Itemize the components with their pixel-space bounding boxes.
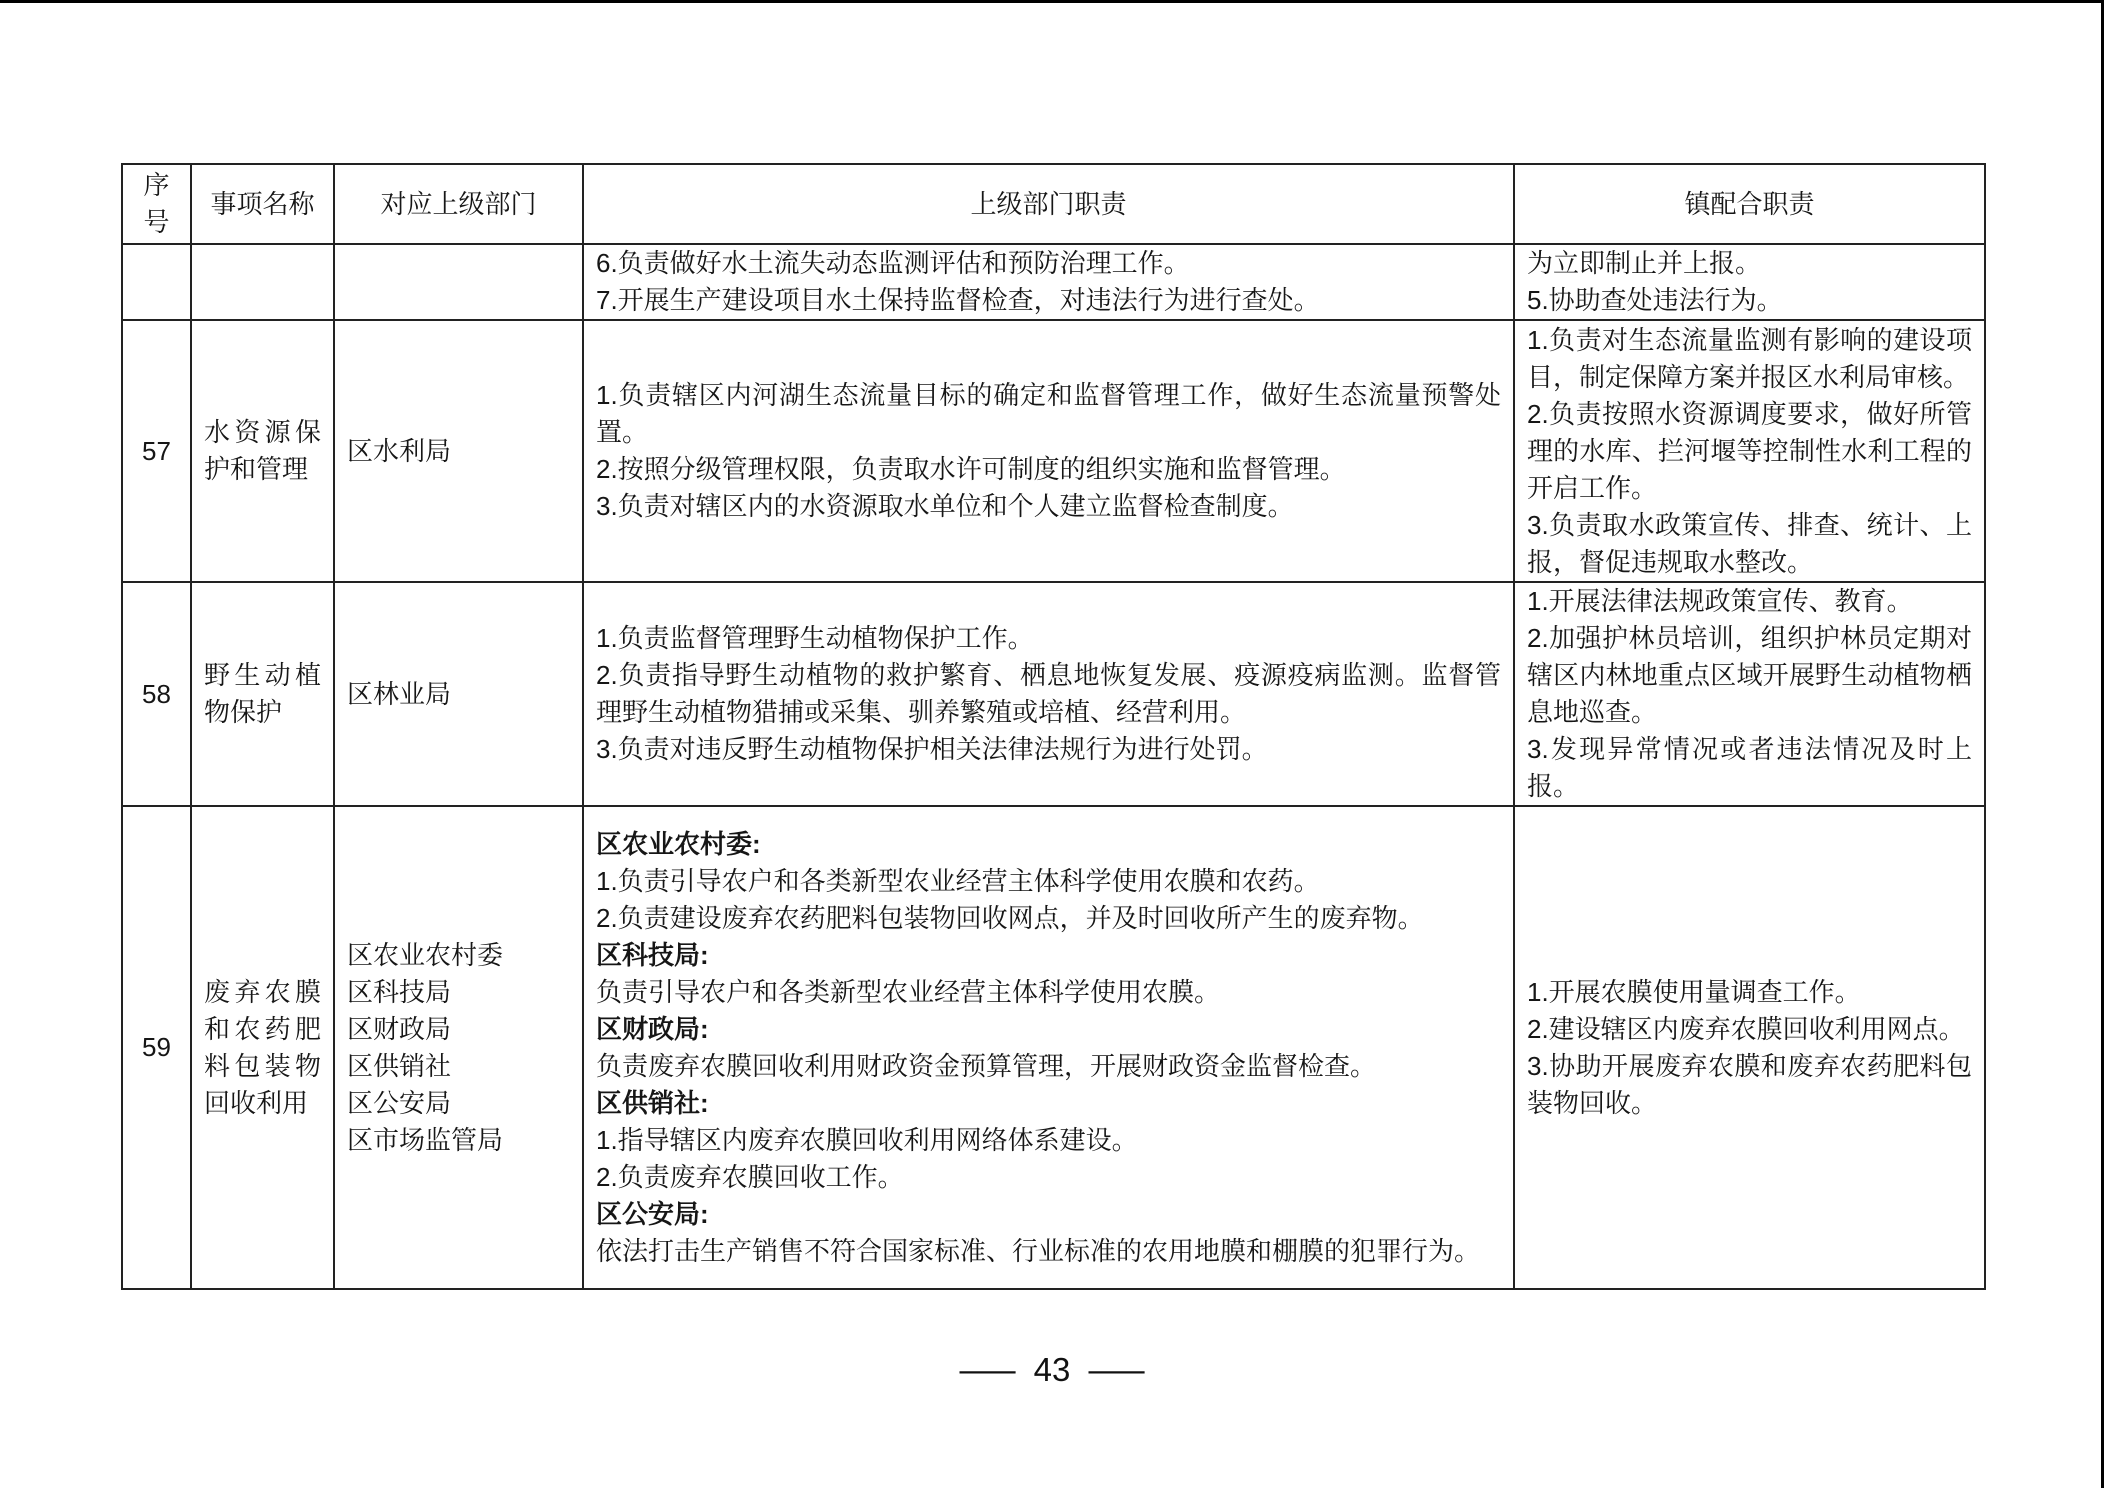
duty-line: 3.负责对辖区内的水资源取水单位和个人建立监督检查制度。 bbox=[596, 491, 1294, 521]
department-line: 区水利局 bbox=[347, 435, 452, 466]
table-row-continuation bbox=[122, 244, 1985, 320]
responsibility-table bbox=[121, 163, 1986, 1290]
scan-edge-top bbox=[0, 0, 2104, 3]
duty-line: 2.负责按照水资源调度要求，做好所管理的水库、拦河堰等控制性水利工程的开启工作。 bbox=[1527, 398, 1972, 503]
department-heading: 区财政局: bbox=[596, 1013, 709, 1044]
page-number: 43 bbox=[1033, 1351, 1071, 1388]
duty-line: 1.负责辖区内河湖生态流量目标的确定和监督管理工作，做好生态流量预警处置。 bbox=[596, 380, 1501, 447]
col-header-item-name: 事项名称 bbox=[191, 164, 334, 244]
department-line: 区科技局 bbox=[347, 976, 452, 1007]
footer-dash-left: — bbox=[959, 1351, 1016, 1388]
col-header-superior-duties: 上级部门职责 bbox=[583, 164, 1514, 244]
department-heading: 区公安局: bbox=[596, 1198, 709, 1229]
duty-line: 2.负责建设废弃农药肥料包装物回收网点，并及时回收所产生的废弃物。 bbox=[596, 902, 1424, 933]
department-heading: 区供销社: bbox=[596, 1087, 709, 1118]
departments-cell bbox=[334, 806, 583, 1289]
department-line: 区农业农村委 bbox=[347, 939, 504, 970]
duty-line: 3.负责取水政策宣传、排查、统计、上报，督促违规取水整改。 bbox=[1527, 509, 1972, 577]
duty-line: 负责引导农户和各类新型农业经营主体科学使用农膜。 bbox=[596, 976, 1221, 1007]
department-line: 区公安局 bbox=[347, 1087, 452, 1118]
duty-line: 2.按照分级管理权限，负责取水许可制度的组织实施和监督管理。 bbox=[596, 454, 1346, 484]
superior-duties-cell bbox=[583, 244, 1514, 320]
department-heading: 区科技局: bbox=[596, 939, 709, 970]
superior-duties-cell bbox=[583, 806, 1514, 1289]
footer-dash-right: — bbox=[1088, 1351, 1145, 1388]
department-line: 区市场监管局 bbox=[347, 1124, 504, 1155]
table-row-57 bbox=[122, 320, 1985, 582]
table-row-58 bbox=[122, 582, 1985, 806]
duty-line: 7.开展生产建设项目水土保持监督检查，对违法行为进行查处。 bbox=[596, 285, 1320, 315]
duty-line: 2.负责废弃农膜回收工作。 bbox=[596, 1161, 904, 1192]
duty-line: 5.协助查处违法行为。 bbox=[1527, 285, 1783, 315]
town-duties-cell bbox=[1514, 806, 1985, 1289]
item-name-cell: 废弃农膜和农药肥料包装物回收利用 bbox=[191, 806, 334, 1289]
duty-line: 负责废弃农膜回收利用财政资金预算管理，开展财政资金监督检查。 bbox=[596, 1050, 1377, 1081]
seq-cell bbox=[122, 244, 191, 320]
town-duties-cell bbox=[1514, 582, 1985, 806]
department-line: 区财政局 bbox=[347, 1013, 452, 1044]
duty-line: 1.开展农膜使用量调查工作。 bbox=[1527, 976, 1861, 1007]
superior-duties-cell bbox=[583, 320, 1514, 582]
duty-line: 3.负责对违反野生动植物保护相关法律法规行为进行处罚。 bbox=[596, 734, 1268, 764]
duty-line: 2.负责指导野生动植物的救护繁育、栖息地恢复发展、疫源疫病监测。监督管理野生动植物猎捕或采集、驯养繁殖或培植、经营利用。 bbox=[596, 660, 1501, 727]
duty-line: 1.指导辖区内废弃农膜回收利用网络体系建设。 bbox=[596, 1124, 1138, 1155]
superior-duties-cell bbox=[583, 582, 1514, 806]
page-footer bbox=[0, 1350, 2104, 1390]
town-duties-cell bbox=[1514, 320, 1985, 582]
seq-cell: 58 bbox=[122, 582, 191, 806]
duty-line: 1.开展法律法规政策宣传、教育。 bbox=[1527, 586, 1913, 616]
col-header-seq: 序号 bbox=[122, 164, 191, 244]
duty-line: 1.负责监督管理野生动植物保护工作。 bbox=[596, 623, 1034, 653]
duty-line: 3.协助开展废弃农膜和废弃农药肥料包装物回收。 bbox=[1527, 1050, 1972, 1118]
department-line: 区供销社 bbox=[347, 1050, 452, 1081]
seq-cell: 59 bbox=[122, 806, 191, 1289]
departments-cell bbox=[334, 582, 583, 806]
item-name-cell bbox=[191, 244, 334, 320]
department-heading: 区农业农村委: bbox=[596, 828, 761, 859]
duty-line: 2.加强护林员培训，组织护林员定期对辖区内林地重点区域开展野生动植物栖息地巡查。 bbox=[1527, 623, 1972, 727]
seq-cell: 57 bbox=[122, 320, 191, 582]
duty-line: 3.发现异常情况或者违法情况及时上报。 bbox=[1527, 734, 1972, 801]
col-header-departments: 对应上级部门 bbox=[334, 164, 583, 244]
duty-line: 6.负责做好水土流失动态监测评估和预防治理工作。 bbox=[596, 248, 1190, 278]
duty-line: 依法打击生产销售不符合国家标准、行业标准的农用地膜和棚膜的犯罪行为。 bbox=[596, 1235, 1481, 1266]
departments-cell bbox=[334, 244, 583, 320]
header-row bbox=[122, 164, 1985, 244]
duty-line: 1.负责引导农户和各类新型农业经营主体科学使用农膜和农药。 bbox=[596, 865, 1320, 896]
department-line: 区林业局 bbox=[347, 678, 452, 709]
item-name-cell: 水资源保护和管理 bbox=[191, 320, 334, 582]
duty-line: 1.负责对生态流量监测有影响的建设项目，制定保障方案并报区水利局审核。 bbox=[1527, 324, 1972, 392]
col-header-town-duties: 镇配合职责 bbox=[1514, 164, 1985, 244]
table-row-59 bbox=[122, 806, 1985, 1289]
duty-line: 为立即制止并上报。 bbox=[1527, 248, 1762, 278]
departments-cell bbox=[334, 320, 583, 582]
duty-line: 2.建设辖区内废弃农膜回收利用网点。 bbox=[1527, 1013, 1965, 1044]
item-name-cell: 野生动植物保护 bbox=[191, 582, 334, 806]
town-duties-cell bbox=[1514, 244, 1985, 320]
